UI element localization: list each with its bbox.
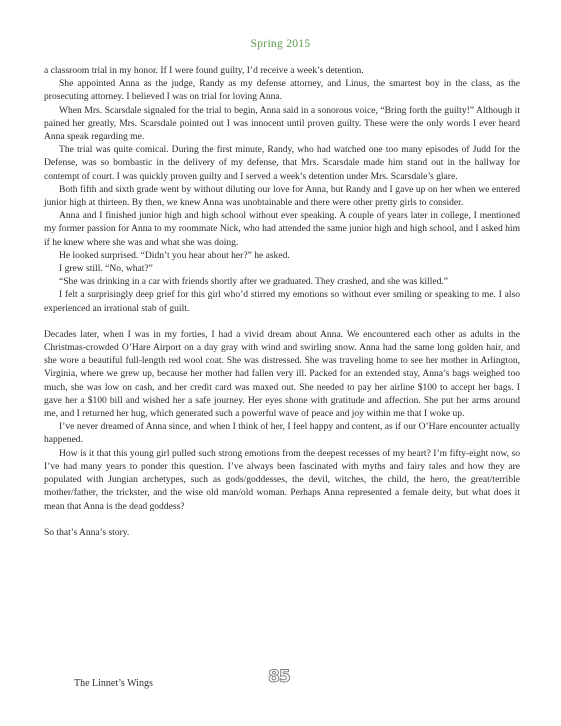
story-body	[44, 64, 520, 539]
dialogue-line: I grew still. “No, what?”	[59, 263, 153, 275]
paragraph: a classroom trial in my honor. If I were found guilty, I’d receive a week’s detention.	[44, 65, 364, 76]
page-number: 85	[268, 667, 290, 687]
paragraph: She appointed Anna as the judge, Randy as my defense attorney, and Linus, the smartest boy in the class, as the prosecuting attorney. I believed I was on trial for loving Anna.	[44, 78, 520, 103]
closing-line: So that’s Anna’s story.	[44, 526, 130, 538]
publication-name: The Linnet’s Wings	[74, 678, 153, 689]
paragraph: When Mrs. Scarsdale signaled for the trial to begin, Anna said in a sonorous voice, “Bring forth the guilty!” Although it pained her greatly, Mrs. Scarsdale pointed out I was innocent until proven guilty. These were the only words I ever heard Anna speak regarding me.	[44, 104, 520, 143]
paragraph: The trial was quite comical. During the first minute, Randy, who had watched one too many episodes of Judd for the Defense, was so bombastic in the delivery of my defense, that Mrs. Scarsdale made him stand out in the hallway for contempt of court. I was quickly proven guilty and I served a week’s detention under Mrs. Scarsdale’s glare.	[44, 144, 520, 182]
paragraph: I felt a surprisingly deep grief for this girl who’d stirred my emotions so without ever smiling or speaking to me. I also experienced an irrational stab of guilt.	[44, 289, 520, 314]
paragraph: How is it that this young girl pulled such strong emotions from the deepest recesses of my heart? I’m fifty-eight now, so I’ve had many years to ponder this question. I’ve always been fascinated with myths and fairy tales and how they are populated with Jungian archetypes, such as gods/goddesses, the devil, witches, the child, the hero, the great/terrible mother/father, the trickster, and the wise old man/old woman. Perhaps Anna represented a female deity, but what does it mean that Anna is the dead goddess?	[44, 447, 520, 512]
issue-header: Spring 2015	[250, 38, 311, 50]
paragraph: I’ve never dreamed of Anna since, and when I think of her, I feel happy and content, as if our O’Hare encounter actually happened.	[44, 421, 520, 446]
paragraph: Decades later, when I was in my forties, I had a vivid dream about Anna. We encountered each other as adults in the Christmas-crowded O’Hare Airport on a day gray with wind and swirling snow. Anna had the same long golden hair, and she wore a beautiful full-length red wool coat. She was distressed. She was traveling home to see her mother in Arlington, Virginia, where we grew up, because her mother had fallen very ill. Packed for an extended stay, Anna’s bags weighed too much, she was low on cash, and her credit card was maxed out. She needed to pay her airline $100 to accept her bags. I gave her a $100 bill and wished her a safe journey. Her eyes shone with gratitude and affection. She put her arms around me, and I returned her hug, which generated such a powerful wave of peace and joy within me that I woke up.	[44, 328, 520, 420]
paragraph: Anna and I finished junior high and high school without ever speaking. A couple of years later in college, I mentioned my former passion for Anna to my roommate Nick, who had attended the same junior high and high school, and I asked him if he knew where she was and what she was doing.	[44, 210, 520, 248]
dialogue-line: He looked surprised. “Didn’t you hear about her?” he asked.	[59, 249, 290, 261]
paragraph: Both fifth and sixth grade went by without diluting our love for Anna, but Randy and I gave up on her when we entered junior high at thirteen. By then, we knew Anna was unobtainable and there were other pretty girls to consider.	[44, 183, 520, 209]
dialogue-line: “She was drinking in a car with friends shortly after we graduated. They crashed, and she was killed.”	[59, 276, 448, 288]
